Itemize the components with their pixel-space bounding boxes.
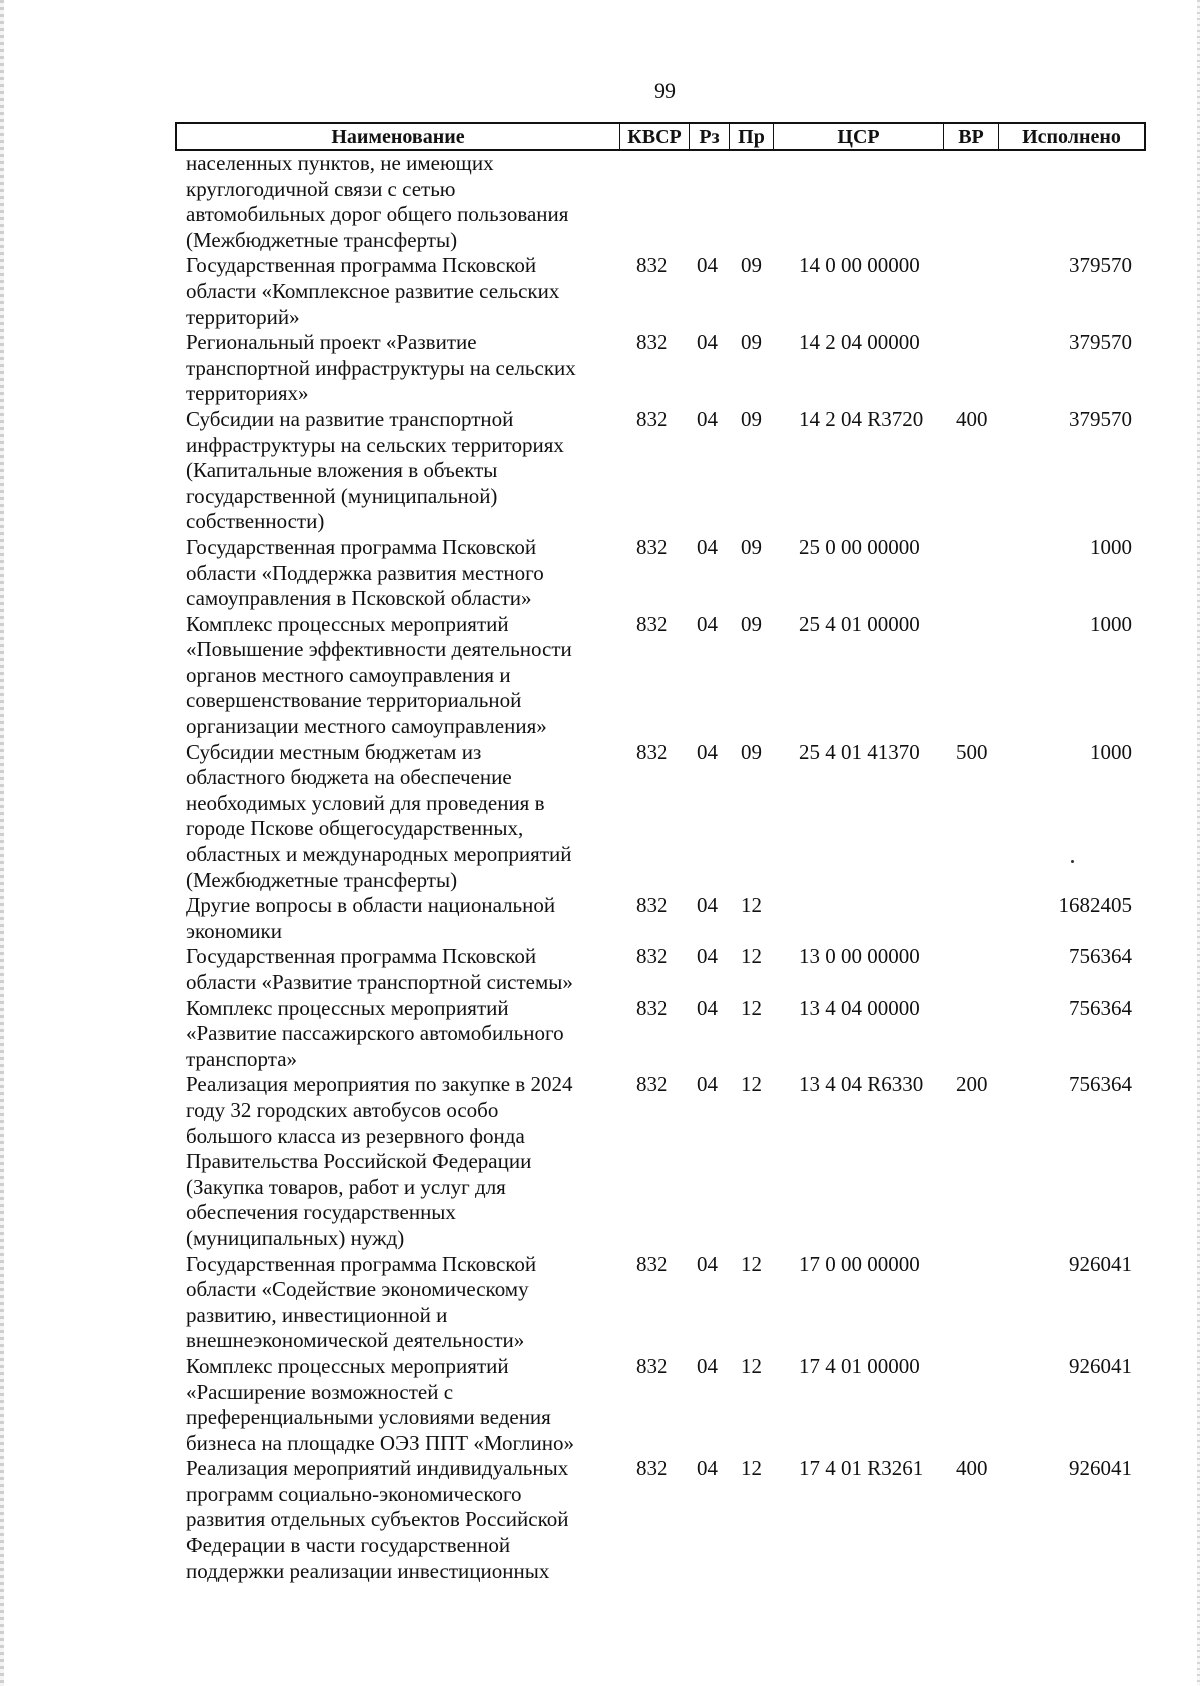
cell-csr: 25 4 01 00000 xyxy=(799,611,920,636)
row-name-line: развития отдельных субъектов Российской xyxy=(186,1507,569,1532)
row-name-line: «Повышение эффективности деятельности xyxy=(186,637,572,662)
row-name-line: экономики xyxy=(186,918,282,943)
row-name-line: организации местного самоуправления» xyxy=(186,714,547,739)
row-name-line: области «Развитие транспортной системы» xyxy=(186,970,573,994)
row-name-line: бизнеса на площадке ОЭЗ ППТ «Моглино» xyxy=(186,1430,575,1455)
cell-pr: 12 xyxy=(741,1072,762,1097)
row-name-line: (Межбюджетные трансферты) xyxy=(186,227,458,252)
cell-isp: 756364 xyxy=(1069,995,1132,1020)
cell-isp: 379570 xyxy=(1069,253,1132,278)
row-name-line: году 32 городских автобусов особо xyxy=(186,1097,499,1122)
header-name: Наименование xyxy=(177,124,620,149)
header-rz: Рз xyxy=(690,124,730,149)
row-name-line: населенных пунктов, не имеющих xyxy=(186,151,494,175)
row-name-line: областного бюджета на обеспечение xyxy=(186,765,512,790)
header-csr: ЦСР xyxy=(774,124,944,149)
row-name-line: совершенствование территориальной xyxy=(186,688,522,713)
cell-kvsr: 832 xyxy=(636,253,668,278)
table-row xyxy=(0,151,1200,253)
cell-isp: 1682405 xyxy=(1058,893,1132,918)
row-name-line: Федерации в части государственной xyxy=(186,1533,511,1558)
cell-rz: 04 xyxy=(697,1456,718,1481)
cell-isp: 379570 xyxy=(1069,330,1132,355)
cell-csr: 17 4 01 00000 xyxy=(799,1353,920,1378)
cell-kvsr: 832 xyxy=(636,1072,668,1097)
cell-isp: 926041 xyxy=(1069,1251,1132,1276)
table-row xyxy=(0,1072,1200,1251)
row-name-line: области «Комплексное развитие сельских xyxy=(186,278,560,303)
row-name-line: Другие вопросы в области национальной xyxy=(186,893,556,918)
row-name-line: Субсидии местным бюджетам из xyxy=(186,739,482,764)
row-name-line: транспорта» xyxy=(186,1046,298,1071)
table-row xyxy=(0,1456,1200,1584)
cell-csr: 14 2 04 R3720 xyxy=(799,406,924,431)
cell-isp: 926041 xyxy=(1069,1353,1132,1378)
cell-rz: 04 xyxy=(697,330,718,355)
row-name xyxy=(186,893,606,944)
table-row xyxy=(0,612,1200,740)
cell-csr: 17 4 01 R3261 xyxy=(799,1456,924,1481)
cell-isp: 1000 xyxy=(1090,534,1132,559)
row-name xyxy=(186,1072,606,1251)
table-row xyxy=(0,1252,1200,1354)
row-name-line: Субсидии на развитие транспортной xyxy=(186,406,514,431)
row-name-line: программ социально-экономического xyxy=(186,1481,522,1506)
table-row xyxy=(0,1354,1200,1456)
table-header xyxy=(175,122,1146,151)
row-name-line: инфраструктуры на сельских территориях xyxy=(186,432,564,457)
cell-pr: 09 xyxy=(741,406,762,431)
header-vr: ВР xyxy=(944,124,999,149)
row-name xyxy=(186,407,606,535)
cell-kvsr: 832 xyxy=(636,1456,668,1481)
cell-pr: 09 xyxy=(741,739,762,764)
cell-pr: 12 xyxy=(741,1251,762,1276)
row-name-line: области «Содействие экономическому xyxy=(186,1277,529,1302)
cell-pr: 12 xyxy=(741,1456,762,1481)
cell-isp: 926041 xyxy=(1069,1456,1132,1481)
row-name xyxy=(186,944,606,995)
row-name-line: Государственная программа Псковской xyxy=(186,1251,537,1276)
row-name-line: транспортной инфраструктуры на сельских xyxy=(186,355,576,380)
header-pr: Пр xyxy=(730,124,774,149)
row-name-line: автомобильных дорог общего пользования xyxy=(186,202,569,227)
cell-pr: 12 xyxy=(741,995,762,1020)
row-name-line: самоуправления в Псковской области» xyxy=(186,586,532,611)
cell-kvsr: 832 xyxy=(636,893,668,918)
header-isp: Исполнено xyxy=(1022,126,1121,148)
row-name-line: государственной (муниципальной) xyxy=(186,483,498,508)
cell-rz: 04 xyxy=(697,995,718,1020)
page-number: 99 xyxy=(654,78,676,103)
cell-vr: 400 xyxy=(956,1456,988,1481)
cell-kvsr: 832 xyxy=(636,944,668,969)
cell-vr: 400 xyxy=(956,406,988,431)
row-name xyxy=(186,253,606,330)
cell-csr: 14 2 04 00000 xyxy=(799,330,920,355)
row-name-line: необходимых условий для проведения в xyxy=(186,790,545,815)
row-name-line: поддержки реализации инвестиционных xyxy=(186,1558,550,1583)
row-name-line: Реализация мероприятия по закупке в 2024 xyxy=(186,1072,573,1097)
table-row xyxy=(0,535,1200,612)
row-name-line: городе Пскове общегосударственных, xyxy=(186,816,524,841)
cell-rz: 04 xyxy=(697,1072,718,1097)
table-row xyxy=(0,253,1200,330)
row-name xyxy=(186,330,606,407)
row-name-line: Комплекс процессных мероприятий xyxy=(186,1353,509,1378)
row-name-line: области «Поддержка развития местного xyxy=(186,560,544,585)
row-name-line: (Межбюджетные трансферты) xyxy=(186,867,458,892)
cell-csr: 25 4 01 41370 xyxy=(799,739,920,764)
row-name xyxy=(186,535,606,612)
cell-rz: 04 xyxy=(697,1353,718,1378)
row-name-line: Реализация мероприятий индивидуальных xyxy=(186,1456,569,1481)
row-name xyxy=(186,1252,606,1354)
cell-rz: 04 xyxy=(697,893,718,918)
row-name-line: Комплекс процессных мероприятий xyxy=(186,611,509,636)
table-body xyxy=(0,151,1200,1584)
cell-csr: 13 4 04 00000 xyxy=(799,995,920,1020)
cell-isp: 756364 xyxy=(1069,1072,1132,1097)
cell-pr: 09 xyxy=(741,611,762,636)
cell-isp: 1000 xyxy=(1090,739,1132,764)
row-name-line: собственности) xyxy=(186,509,325,534)
cell-isp: 756364 xyxy=(1069,944,1132,969)
row-name-line: Государственная программа Псковской xyxy=(186,253,537,278)
cell-rz: 04 xyxy=(697,1251,718,1276)
cell-isp: 379570 xyxy=(1069,406,1132,431)
row-name-line: развитию, инвестиционной и xyxy=(186,1302,448,1327)
row-name xyxy=(186,1354,606,1456)
row-name-line: территорий» xyxy=(186,304,300,329)
row-name-line: органов местного самоуправления и xyxy=(186,662,511,687)
row-name-line: обеспечения государственных xyxy=(186,1200,456,1225)
row-name xyxy=(186,612,606,740)
cell-rz: 04 xyxy=(697,611,718,636)
cell-pr: 09 xyxy=(741,253,762,278)
row-name-line: Правительства Российской Федерации xyxy=(186,1149,532,1174)
cell-kvsr: 832 xyxy=(636,330,668,355)
cell-pr: 12 xyxy=(741,944,762,969)
row-name-line: областных и международных мероприятий xyxy=(186,842,572,867)
table-row xyxy=(0,893,1200,944)
scan-speck xyxy=(1071,860,1074,863)
cell-pr: 09 xyxy=(741,534,762,559)
cell-kvsr: 832 xyxy=(636,739,668,764)
cell-isp: 1000 xyxy=(1090,611,1132,636)
cell-pr: 09 xyxy=(741,330,762,355)
row-name-line: Государственная программа Псковской xyxy=(186,534,537,559)
row-name-line: (Капитальные вложения в объекты xyxy=(186,458,498,483)
cell-rz: 04 xyxy=(697,406,718,431)
row-name-line: внешнеэкономической деятельности» xyxy=(186,1328,525,1353)
row-name xyxy=(186,996,606,1073)
row-name-line: Региональный проект «Развитие xyxy=(186,330,477,355)
row-name-line: территориях» xyxy=(186,381,309,406)
row-name-line: Государственная программа Псковской xyxy=(186,944,537,969)
cell-csr: 13 4 04 R6330 xyxy=(799,1072,924,1097)
cell-vr: 200 xyxy=(956,1072,988,1097)
row-name-line: (Закупка товаров, работ и услуг для xyxy=(186,1174,506,1199)
cell-csr: 25 0 00 00000 xyxy=(799,534,920,559)
cell-kvsr: 832 xyxy=(636,534,668,559)
table-row xyxy=(0,330,1200,407)
row-name-line: «Расширение возможностей с xyxy=(186,1379,454,1404)
cell-rz: 04 xyxy=(697,534,718,559)
cell-rz: 04 xyxy=(697,944,718,969)
row-name-line: круглогодичной связи с сетью xyxy=(186,176,456,201)
cell-csr: 14 0 00 00000 xyxy=(799,253,920,278)
cell-pr: 12 xyxy=(741,1353,762,1378)
row-name-line: (муниципальных) нужд) xyxy=(186,1225,405,1250)
row-name xyxy=(186,151,606,253)
cell-kvsr: 832 xyxy=(636,1251,668,1276)
cell-kvsr: 832 xyxy=(636,611,668,636)
row-name-line: «Развитие пассажирского автомобильного xyxy=(186,1021,564,1046)
table-row xyxy=(0,740,1200,894)
table-row xyxy=(0,407,1200,535)
row-name xyxy=(186,740,606,894)
row-name-line: преференциальными условиями ведения xyxy=(186,1405,551,1430)
cell-pr: 12 xyxy=(741,893,762,918)
row-name-line: Комплекс процессных мероприятий xyxy=(186,995,509,1020)
cell-csr: 13 0 00 00000 xyxy=(799,944,920,969)
cell-rz: 04 xyxy=(697,739,718,764)
cell-kvsr: 832 xyxy=(636,406,668,431)
table-row xyxy=(0,944,1200,995)
row-name xyxy=(186,1456,606,1584)
table-row xyxy=(0,996,1200,1073)
cell-csr: 17 0 00 00000 xyxy=(799,1251,920,1276)
cell-kvsr: 832 xyxy=(636,1353,668,1378)
cell-rz: 04 xyxy=(697,253,718,278)
header-kvsr: КВСР xyxy=(620,124,690,149)
cell-vr: 500 xyxy=(956,739,988,764)
row-name-line: большого класса из резервного фонда xyxy=(186,1123,525,1148)
cell-kvsr: 832 xyxy=(636,995,668,1020)
